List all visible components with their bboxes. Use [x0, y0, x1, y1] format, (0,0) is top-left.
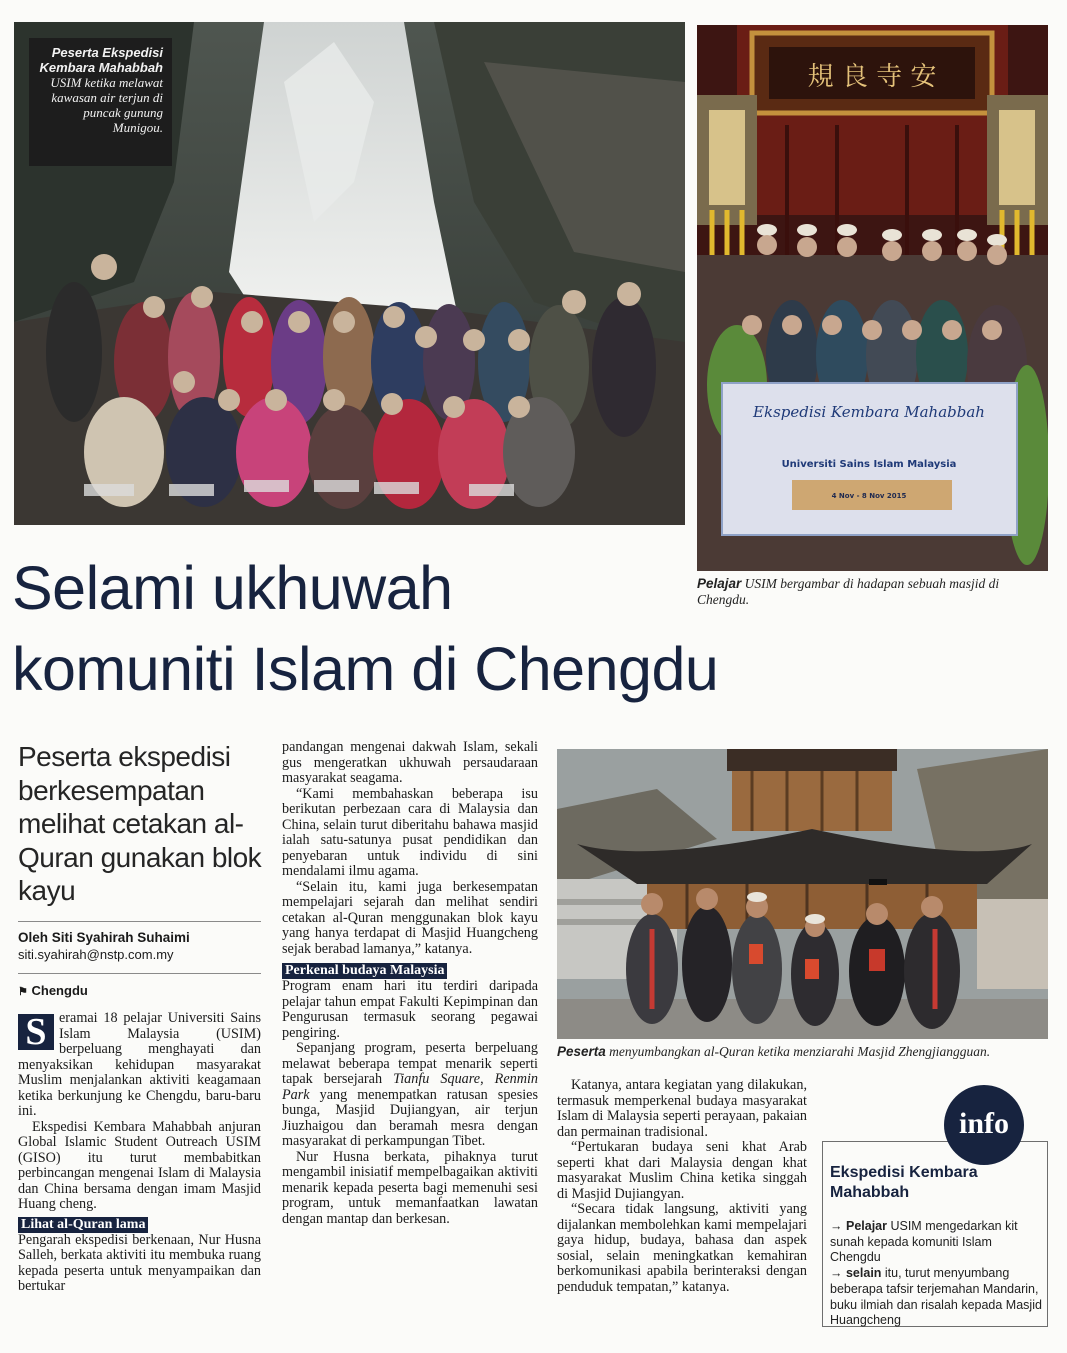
col2-p5-a: Sepanjang program, peserta berpeluang melawat beberapa tempat menarik seperti tapak bersejarah [282, 1040, 538, 1087]
pagoda-caption-bold: Peserta [557, 1044, 606, 1059]
photo-mosque-group [697, 25, 1048, 571]
waterfall-photo-caption [29, 38, 172, 166]
col1-paragraph-3: Pengarah ekspedisi berkenaan, Nur Husna Salleh, berkata aktiviti itu membuka ruang kepada peserta untuk menyampaikan dan bertukar [18, 1231, 261, 1294]
col3-paragraph-1: Katanya, antara kegiatan yang dilakukan, termasuk memperkenal budaya masyarakat Islam di Malaysia seperti perayaan, pakaian dan permainan tradisional. [557, 1077, 807, 1140]
article-column-3 [557, 1078, 807, 1295]
pagoda-caption-rest: menyumbangkan al-Quran ketika menziarahi Masjid Zhengjiangguan. [605, 1044, 991, 1059]
info-item-1-bold: Pelajar [845, 1219, 887, 1233]
info-item-2-bold: selain [845, 1266, 882, 1281]
article-column-2 [282, 740, 538, 1227]
info-item-2 [830, 1266, 1042, 1329]
dropcap: S [18, 1014, 54, 1050]
col3-paragraph-3: “Secara tidak langsung, aktiviti yang dijalankan membolehkan kami mempelajari gaya hidup, budaya, bahasa dan aspek sosial, selain meningkatkan kemahiran berkomunikasi apabila berinteraksi dengan penduduk tempatan,” katanya. [557, 1201, 807, 1295]
subhead-perkenal-budaya: Perkenal budaya Malaysia [282, 963, 447, 979]
mosque-caption-rest: USIM bergambar di hadapan sebuah masjid di Chengdu. [697, 576, 1000, 607]
byline-top-rule [18, 921, 261, 922]
col2-paragraph-6: Nur Husna berkata, pihaknya turut mengambil inisiatif mempelbagaikan aktiviti menarik kepada peserta bagi memenuhi sesi program, untuk memanfaatkan lawatan dengan mantap dan berkesan. [282, 1148, 538, 1227]
byline-name: Oleh Siti Syahirah Suhaimi [18, 930, 190, 945]
col2-p5-renmin: Renmin Park [282, 1071, 539, 1103]
banner-university: Universiti Sains Islam Malaysia [781, 459, 957, 470]
col2-paragraph-1: pandangan mengenai dakwah Islam, sekali gus mengeratkan ukhuwah persaudaraan masyarakat seagama. [282, 739, 538, 786]
col2-p5-b: yang menempatkan ratusan spesies bunga, Masjid Dujiangyan, air terjun Jiuzhaigou dan beramah mesra dengan masyarakat di perkampungan Tibet. [282, 1086, 538, 1149]
col2-p5-tianfu: Tianfu Square [393, 1071, 481, 1087]
svg-text:規 良 寺 安: 規 良 寺 安 [807, 62, 937, 92]
pagoda-photo-caption [557, 1044, 1048, 1060]
article-column-1 [18, 1011, 261, 1295]
waterfall-caption-rest: USIM ketika melawat kawasan air terjun di puncak gunung Munigou. [50, 75, 163, 135]
waterfall-caption-bold: Peserta Ekspedisi Kembara Mahabbah [39, 45, 163, 75]
info-box-list [830, 1219, 1042, 1329]
col2-paragraph-3: “Selain itu, kami juga berkesempatan mempelajari sejarah dan melihat sendiri cetakan al-Quran menggunakan blok kayu yang hanya terdapat di Masjid Huangcheng sejak berabad lamanya,” katanya. [282, 878, 538, 957]
flag-icon: ⚑ [18, 986, 28, 998]
col2-paragraph-4: Program enam hari itu terdiri daripada pelajar tahun empat Fakulti Kepimpinan dan Pengurusan termasuk seorang pegawai pengiring. [282, 978, 538, 1041]
col2-p5-sep: , [480, 1071, 495, 1087]
photo-pagoda-group [557, 749, 1048, 1039]
col2-paragraph-2: “Kami membahaskan beberapa isu berikutan perbezaan cara di Malaysia dan China, selain turut diberitahu bahawa masjid ialah satu-satunya pusat pendidikan dan penyebaran untuk individu di sini mendalami ilmu agama. [282, 785, 538, 879]
col1-paragraph-1-text: eramai 18 pelajar Universiti Sains Islam Malaysia (USIM) berpeluang menghayati dan menyaksikan kehidupan masyarakat Muslim menjalankan aktiviti keagamaan ketika berkunjung ke Chengdu, baru-baru ini. [18, 1010, 261, 1119]
info-badge: info [944, 1085, 1024, 1165]
subhead-lihat-al-quran: Lihat al-Quran lama [18, 1217, 148, 1233]
banner-dates: 4 Nov - 8 Nov 2015 [831, 492, 907, 500]
info-item-1 [830, 1219, 1042, 1266]
mosque-caption-bold: Pelajar [697, 576, 742, 591]
info-box-title: Ekspedisi Kembara Mahabbah [830, 1164, 978, 1201]
info-item-1-text: USIM mengedarkan kit sunah kepada komuniti Islam Chengdu [830, 1219, 1018, 1265]
arrow-right-icon: → [830, 1266, 843, 1281]
banner-title: Ekspedisi Kembara Mahabbah [753, 403, 985, 421]
dateline [18, 983, 88, 998]
dateline-location: Chengdu [31, 983, 88, 998]
standfirst: Peserta ekspedisi berkesempatan melihat cetakan al-Quran gunakan blok kayu [18, 741, 262, 906]
col3-paragraph-2: “Pertukaran budaya seni khat Arab seperti khat dari Malaysia dengan khat masyarakat Muslim China ketika singgah di Masjid Dujiangyan. [557, 1139, 807, 1202]
headline [12, 548, 812, 710]
headline-line-2: komuniti Islam di Chengdu [12, 635, 719, 703]
byline-email: siti.syahirah@nstp.com.my [18, 947, 174, 962]
col1-paragraph-1 [18, 1011, 261, 1120]
byline-bottom-rule [18, 973, 261, 974]
col1-paragraph-2: Ekspedisi Kembara Mahabbah anjuran Global Islamic Student Outreach USIM (GISO) itu turut membabitkan perbincangan mengenai Islam di Malaysia dan China bersama dengan imam Masjid Huang cheng. [18, 1118, 261, 1212]
col2-paragraph-5 [282, 1041, 538, 1150]
headline-line-1: Selami ukhuwah [12, 554, 453, 622]
arrow-right-icon: → [830, 1219, 843, 1233]
info-item-2-text: itu, turut menyumbang beberapa tafsir terjemahan Mandarin, buku ilmiah dan risalah kepada Masjid Huangcheng [830, 1266, 1042, 1328]
